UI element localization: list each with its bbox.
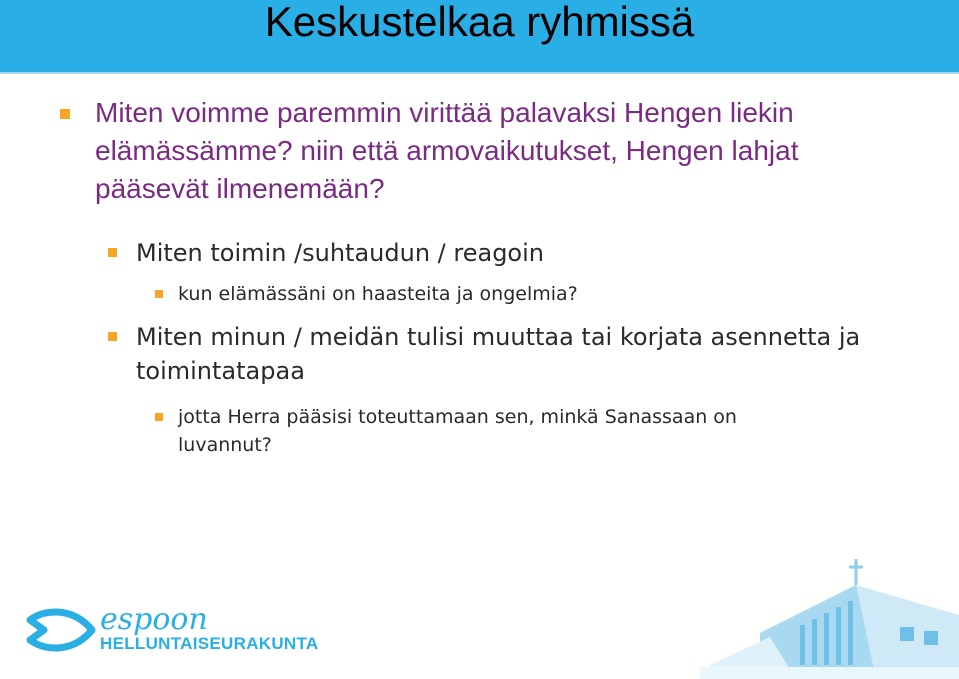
bullet-icon <box>108 332 117 341</box>
title-bar <box>0 0 959 74</box>
sub-question-1: Miten toimin /suhtaudun / reagoin <box>136 239 544 267</box>
main-question: Miten voimme paremmin virittää palavaksi Hengen liekin elämässämme? niin että armovaikutukset, Hengen lahjat pääsevät ilmenemään? <box>95 97 799 204</box>
sub-sub-question-1: kun elämässäni on haasteita ja ongelmia? <box>178 283 578 305</box>
sub-question-2: Miten minun / meidän tulisi muuttaa tai korjata asennetta ja toimintatapaa <box>136 323 861 385</box>
logo-script-text: espoon <box>100 602 208 637</box>
logo-name-text: HELLUNTAISEURAKUNTA <box>100 634 319 653</box>
bullet-icon <box>60 109 70 119</box>
fish-logo-icon <box>26 606 96 654</box>
bullet-icon <box>108 248 117 257</box>
sub-sub-question-2: jotta Herra pääsisi toteuttamaan sen, minkä Sanassaan on luvannut? <box>178 406 737 456</box>
church-illustration <box>700 555 959 679</box>
slide-title: Keskustelkaa ryhmissä <box>264 0 695 45</box>
bullet-icon <box>155 290 163 298</box>
bullet-icon <box>155 413 163 421</box>
